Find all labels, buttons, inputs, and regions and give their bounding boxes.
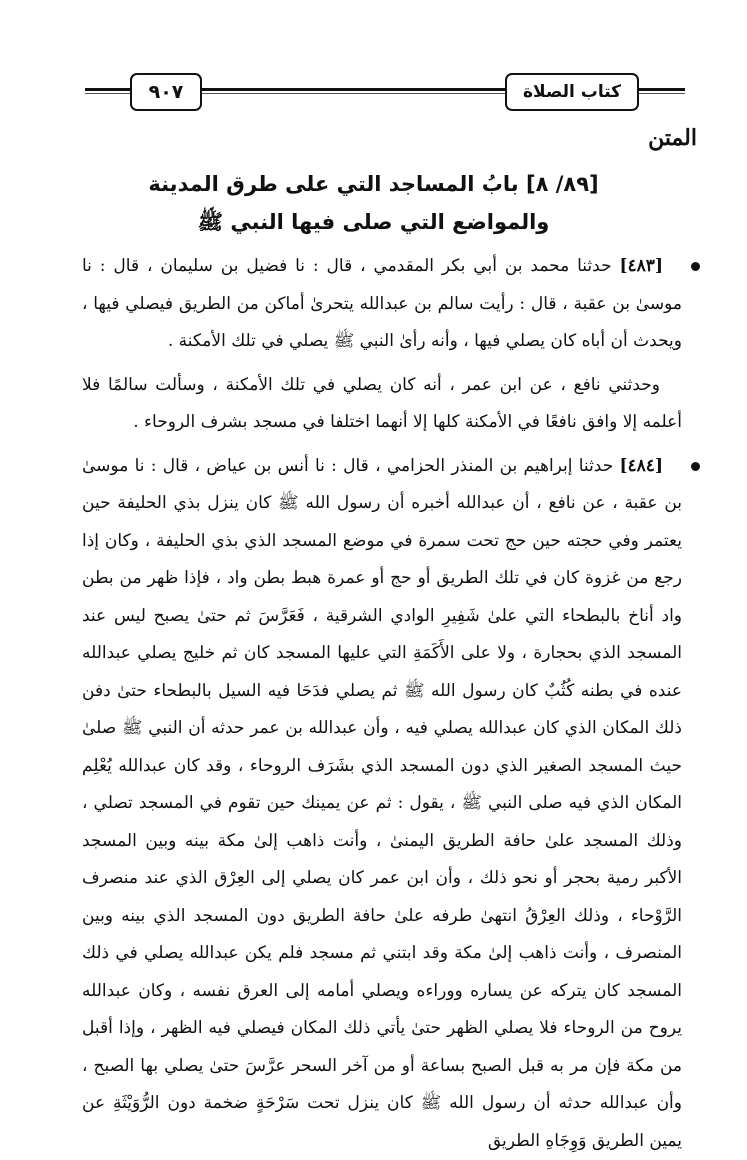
chapter-title-line-1: [٨٩/ ٨] بابُ المساجد التي على طرق المدينة xyxy=(0,165,747,203)
body-text xyxy=(82,248,682,1160)
page-header xyxy=(85,70,685,110)
paragraph-text: وحدثني نافع ، عن ابن عمر ، أنه كان يصلي في تلك الأمكنة ، وسألت سالمًا فلا أعلمه إلا وافق نافعًا في الأمكنة كلها إلا أنهما اختلفا في مسجد بشرف الروحاء . xyxy=(82,375,682,433)
chapter-heading xyxy=(0,165,747,241)
bullet-icon xyxy=(691,462,700,471)
hadith-text: حدثنا محمد بن أبي بكر المقدمي ، قال : نا فضيل بن سليمان ، قال : نا موسىٰ بن عقبة ، قال : رأيت سالم بن عبدالله يتحرىٰ أماكن من الطريق فيصلي فيها ، ويحدث أن أباه كان يصلي فيها ، وأنه رأىٰ النبي ﷺ يصلي في تلك الأمكنة . xyxy=(82,256,682,351)
bullet-icon xyxy=(691,262,700,271)
book-title: كتاب الصلاة xyxy=(505,73,639,111)
hadith-paragraph xyxy=(82,448,682,1160)
hadith-text: حدثنا إبراهيم بن المنذر الحزامي ، قال : نا أنس بن عياض ، قال : نا موسىٰ بن عقبة ، عن نافع ، أن عبدالله أخبره أن رسول الله ﷺ كان ينزل بذي الحليفة حين يعتمر وفي حجته حين حج تحت سمرة في موضع المسجد الذي بذي الحليفة ، وكان إذا رجع من غزوة كان في تلك الطريق أو حج أو عمرة هبط بطن واد ، فإذا ظهر من بطن واد أناخ بالبطحاء التي علىٰ شَفِيرِ الوادي الشرقية ، فَعَرَّسَ ثم حتىٰ يصبح ليس عند المسجد الذي بحجارة ، ولا على الأَكَمَةِ التي عليها المسجد كان ثم خليج يصلي عبدالله عنده في بطنه كُثُبٌ كان رسول الله ﷺ ثم يصلي فدَحَا فيه السيل بالبطحاء حتىٰ دفن ذلك المكان الذي كان عبدالله يصلي فيه ، وأن عبدالله بن عمر حدثه أن النبي ﷺ صلىٰ حيث المسجد الصغير الذي دون المسجد الذي بشَرَف الروحاء ، وقد كان عبدالله يُعْلِم المكان الذي فيه صلى النبي ﷺ ، يقول : ثم عن يمينك حين تقوم في المسجد تصلي ، وذلك المسجد علىٰ حافة الطريق اليمنىٰ ، وأنت ذاهب إلىٰ مكة بينه وبين المسجد الأكبر رمية بحجر أو نحو ذلك ، وأن ابن عمر كان يصلي إلى العِرْق الذي عند منصرف الرَّوْحاء ، وذلك العِرْقُ انتهىٰ طرفه علىٰ حافة الطريق دون المسجد الذي بينه وبين المنصرف ، وأنت ذاهب إلىٰ مكة وقد ابتني ثم مسجد فلم يكن عبدالله يصلي في ذلك المسجد كان يتركه عن يساره ووراءه ويصلي أمامه إلى العرق نفسه ، وكان عبدالله يروح من الروحاء فلا يصلي الظهر حتىٰ يأتي ذلك المكان فيصلي فيه الظهر ، وإذا أقبل من مكة فإن مر به قبل الصبح بساعة أو من آخر السحر عرَّسَ حتىٰ يصلي بها الصبح ، وأن عبدالله حدثه أن رسول الله ﷺ كان ينزل تحت سَرْحَةٍ ضخمة دون الرُّوَيْثَةِ عن يمين الطريق وَوِجَاهِ الطريق xyxy=(82,456,682,1151)
hadith-paragraph xyxy=(82,248,682,361)
page-number: ٩٠٧ xyxy=(130,73,202,111)
section-marker: المتن xyxy=(648,125,697,151)
hadith-number: [٤٨٤] xyxy=(620,456,664,476)
chapter-title-line-2: والمواضع التي صلى فيها النبي ﷺ xyxy=(0,203,747,241)
continuation-paragraph xyxy=(82,367,682,442)
hadith-number: [٤٨٣] xyxy=(620,256,664,276)
